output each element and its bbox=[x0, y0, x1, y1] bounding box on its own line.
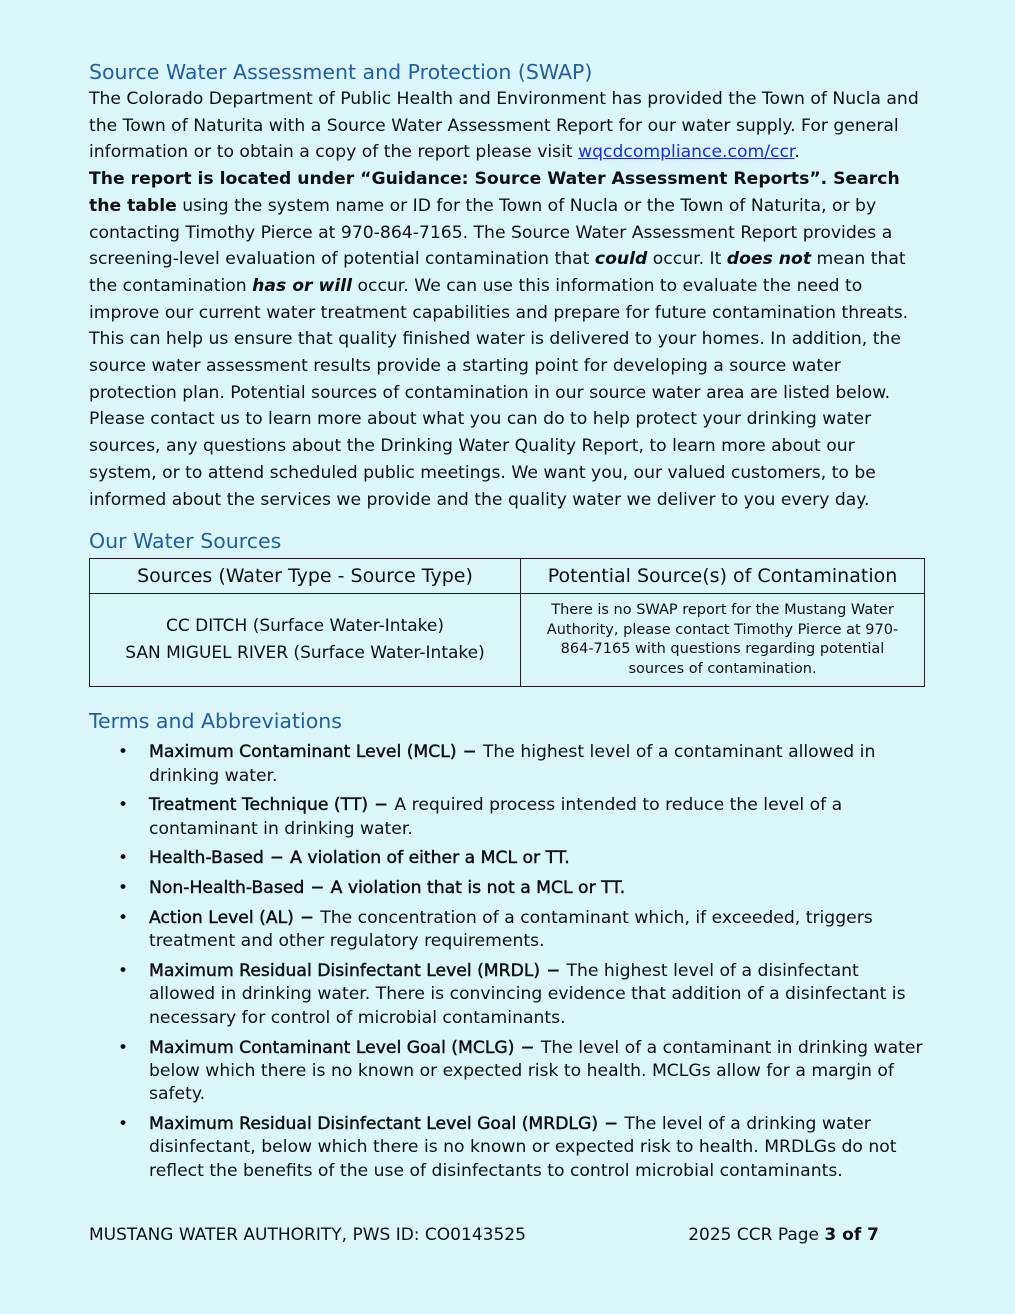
swap-emphasis-has-or-will: has or will bbox=[252, 275, 353, 296]
term-name: Maximum Contaminant Level Goal (MCLG) bbox=[149, 1037, 515, 1058]
list-item bbox=[89, 1037, 927, 1107]
term-dash: − bbox=[368, 795, 395, 816]
term-dash: − bbox=[598, 1113, 625, 1134]
term-definition: The level of a contaminant in drinking water below which there is no known or expected risk to health. MCLGs allow for a margin of safety. bbox=[149, 1037, 923, 1105]
term-dash: − bbox=[293, 908, 321, 929]
list-item bbox=[89, 794, 927, 841]
bullet-icon: • bbox=[118, 1037, 129, 1058]
bullet-icon: • bbox=[118, 908, 129, 929]
sources-heading: Our Water Sources bbox=[89, 529, 282, 554]
footer-of: of bbox=[836, 1225, 868, 1245]
term-name: Non-Health-Based bbox=[149, 878, 305, 899]
swap-text-5: occur. We can use this information to evaluate the need to improve our current water treatment capabilities and prepare for future contamination threats. This can help us ensure that quality finished water is delivered to your homes. In addition, the source water assessment results provide a starting point for developing a source water protection plan. Potential sources of contamination in our source water area are listed below. Please contact us to learn more about what you can do to help protect your drinking water sources, any questions about the Drinking Water Quality Report, to learn more about our system, or to attend scheduled public meetings. We want you, our valued customers, to be informed about the services we provide and the quality water we deliver to you every day. bbox=[89, 275, 909, 510]
term-name: Health-Based bbox=[149, 848, 264, 869]
page bbox=[89, 58, 927, 1189]
list-item bbox=[89, 1113, 927, 1183]
term-name: Treatment Technique (TT) bbox=[149, 795, 369, 816]
bullet-icon: • bbox=[118, 742, 129, 763]
footer-page-number bbox=[688, 1223, 879, 1247]
term-definition: The concentration of a contaminant which, if exceeded, triggers treatment and other regulatory requirements. bbox=[149, 908, 873, 952]
term-name: Maximum Contaminant Level (MCL) bbox=[149, 742, 457, 763]
bullet-icon: • bbox=[118, 961, 129, 982]
term-dash: − bbox=[514, 1037, 541, 1058]
table-row bbox=[90, 594, 925, 687]
sources-cell bbox=[90, 594, 521, 687]
source-item: CC DITCH (Surface Water-Intake) bbox=[166, 616, 444, 637]
list-item bbox=[89, 877, 927, 900]
term-definition: A required process intended to reduce the level of a contaminant in drinking water. bbox=[149, 795, 843, 839]
footer-page-prefix: 2025 CCR Page bbox=[688, 1225, 825, 1245]
swap-text-1-end: . bbox=[794, 142, 800, 163]
ccr-link[interactable]: wqcdcompliance.com/ccr bbox=[578, 142, 795, 163]
swap-text-1: The Colorado Department of Public Health and Environment has provided the Town of Nucla and the Town of Naturita with a Source Water Assessment Report for our water supply. For general information or to obtain a copy of the report please visit bbox=[89, 89, 919, 163]
term-dash: − bbox=[540, 961, 567, 982]
footer-current-page: 3 bbox=[824, 1225, 837, 1245]
swap-text-2: using the system name or ID for the Town of Nucla or the Town of Naturita, or by contacting Timothy Pierce at 970-864-7165. The Source Water Assessment Report provides a screening-level evaluation of potential contamination that bbox=[89, 195, 893, 270]
term-definition: A violation that is not a MCL or TT. bbox=[330, 878, 626, 899]
term-name: Maximum Residual Disinfectant Level (MRDL) bbox=[149, 961, 541, 982]
swap-emphasis-does-not: does not bbox=[726, 249, 812, 270]
swap-heading: Source Water Assessment and Protection (SWAP) bbox=[89, 60, 593, 84]
term-dash: − bbox=[456, 742, 483, 763]
term-definition: A violation of either a MCL or TT. bbox=[290, 848, 570, 869]
bullet-icon: • bbox=[118, 1113, 129, 1134]
list-item bbox=[89, 907, 927, 954]
term-name: Maximum Residual Disinfectant Level Goal (MRDLG) bbox=[149, 1113, 599, 1134]
term-definition: The level of a drinking water disinfectant, below which there is no known or expected risk to health. MRDLGs do not reflect the benefits of the use of disinfectants to control microbial contaminants. bbox=[149, 1113, 897, 1181]
list-item bbox=[89, 960, 927, 1030]
swap-bold-guidance: The report is located under “Guidance: Source Water Assessment Reports”. Search the table bbox=[89, 169, 900, 216]
term-definition: The highest level of a disinfectant allowed in drinking water. There is convincing evidence that addition of a disinfectant is necessary for control of microbial contaminants. bbox=[149, 961, 906, 1028]
contamination-column-header: Potential Source(s) of Contamination bbox=[521, 559, 925, 594]
bullet-icon: • bbox=[118, 848, 129, 869]
term-dash: − bbox=[263, 848, 291, 869]
bullet-icon: • bbox=[118, 878, 129, 899]
swap-text-4: mean that the contamination bbox=[89, 249, 906, 296]
term-definition: The highest level of a contaminant allowed in drinking water. bbox=[149, 742, 876, 786]
swap-text-3: occur. It bbox=[647, 249, 727, 270]
bullet-icon: • bbox=[118, 795, 129, 816]
sources-table bbox=[89, 558, 925, 687]
swap-emphasis-could: could bbox=[594, 249, 648, 270]
table-header-row bbox=[90, 559, 925, 594]
term-name: Action Level (AL) bbox=[149, 908, 294, 929]
swap-paragraph bbox=[89, 86, 927, 513]
source-item: SAN MIGUEL RIVER (Surface Water-Intake) bbox=[125, 643, 485, 664]
list-item bbox=[89, 741, 927, 788]
footer-system-id: MUSTANG WATER AUTHORITY, PWS ID: CO0143525 bbox=[89, 1225, 526, 1245]
list-item bbox=[89, 847, 927, 870]
contamination-cell: There is no SWAP report for the Mustang Water Authority, please contact Timothy Pierce at 970-864-7165 with questions regarding potential sources of contamination. bbox=[521, 594, 925, 687]
terms-heading: Terms and Abbreviations bbox=[89, 709, 342, 734]
footer-total-pages: 7 bbox=[867, 1225, 879, 1245]
terms-list bbox=[89, 741, 927, 1183]
term-dash: − bbox=[304, 878, 331, 899]
sources-column-header: Sources (Water Type - Source Type) bbox=[90, 559, 521, 594]
